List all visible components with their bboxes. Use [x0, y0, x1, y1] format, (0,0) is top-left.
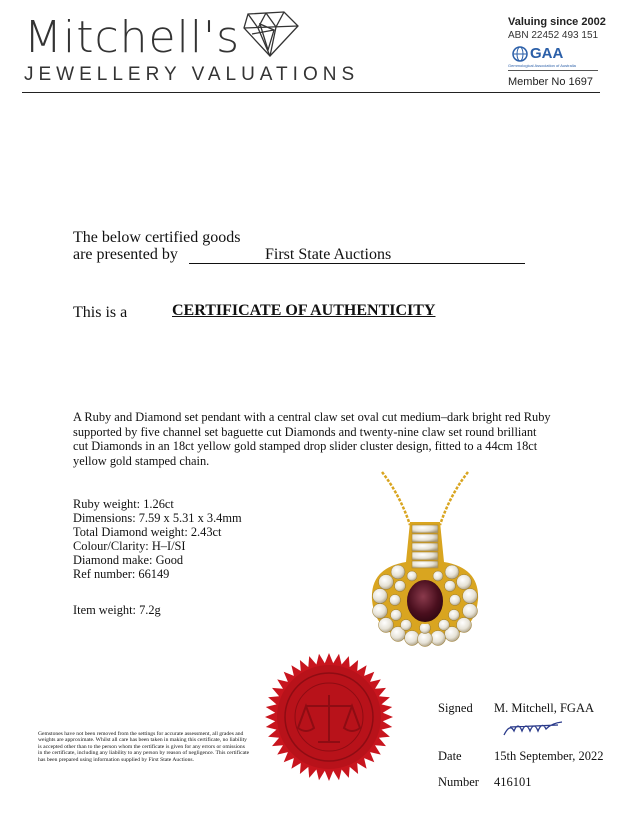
spec-ruby-weight: Ruby weight: 1.26ct	[73, 497, 174, 511]
date-label: Date	[438, 749, 462, 763]
certificate-date: 15th September, 2022	[494, 749, 604, 763]
member-divider	[508, 70, 598, 71]
spec-diamond-weight: Total Diamond weight: 2.43ct	[73, 525, 222, 539]
gaa-logo-caption: Gemmological Association of Australia	[508, 63, 576, 68]
presenter-field	[189, 246, 525, 264]
spec-colour-clarity: Colour/Clarity: H–I/SI	[73, 539, 186, 553]
certificate-number: 416101	[494, 775, 532, 789]
certificate-title: CERTIFICATE OF AUTHENTICITY	[172, 302, 436, 319]
wax-seal-icon	[262, 650, 396, 784]
item-weight: Item weight: 7.2g	[73, 603, 161, 617]
header-divider	[22, 92, 600, 93]
gaa-logo-text: GAA	[530, 45, 564, 62]
signed-label: Signed	[438, 701, 473, 715]
spec-dimensions: Dimensions: 7.59 x 5.31 x 3.4mm	[73, 511, 242, 525]
signature-image	[500, 717, 570, 739]
pendant-photo	[340, 470, 515, 655]
presenter-name: First State Auctions	[265, 246, 392, 263]
number-label: Number	[438, 775, 479, 789]
presented-by-label: are presented by	[73, 246, 178, 263]
valuing-since: Valuing since 2002	[508, 16, 606, 28]
diamond-logo-icon	[240, 10, 302, 58]
abn-number: ABN 22452 493 151	[508, 30, 599, 41]
spec-ref-number: Ref number: 66149	[73, 567, 170, 581]
gaa-globe-icon	[512, 46, 528, 62]
brand-subtitle: JEWELLERY VALUATIONS	[24, 64, 360, 85]
item-description: A Ruby and Diamond set pendant with a central claw set oval cut medium–dark bright red Ruby supported by five channel set baguette cut Diamonds and twenty-nine claw set round brilliant cut Diamonds in an 18ct yellow gold stamped drop slider cluster design, fitted to a 44cm 18ct yellow gold stamped chain.	[73, 410, 551, 468]
certificate-prefix: This is a	[73, 304, 128, 321]
brand-name: Mitchell's	[24, 12, 241, 63]
spec-diamond-make: Diamond make: Good	[73, 553, 184, 567]
signer-name: M. Mitchell, FGAA	[494, 701, 594, 715]
disclaimer-text: Gemstones have not been removed from the settings for accurate assessment, all grades and weights are approximate. Whilst all care has been taken in making this certificate, no liability is accepted other than to the person whom the certificate is given for any errors or omissions in the certificate, including any liability to any person by reason of negligence. This certificate has been prepared using information supplied by First State Auctions.	[38, 731, 250, 763]
member-number: Member No 1697	[508, 76, 593, 88]
intro-line: The below certified goods	[73, 229, 241, 246]
